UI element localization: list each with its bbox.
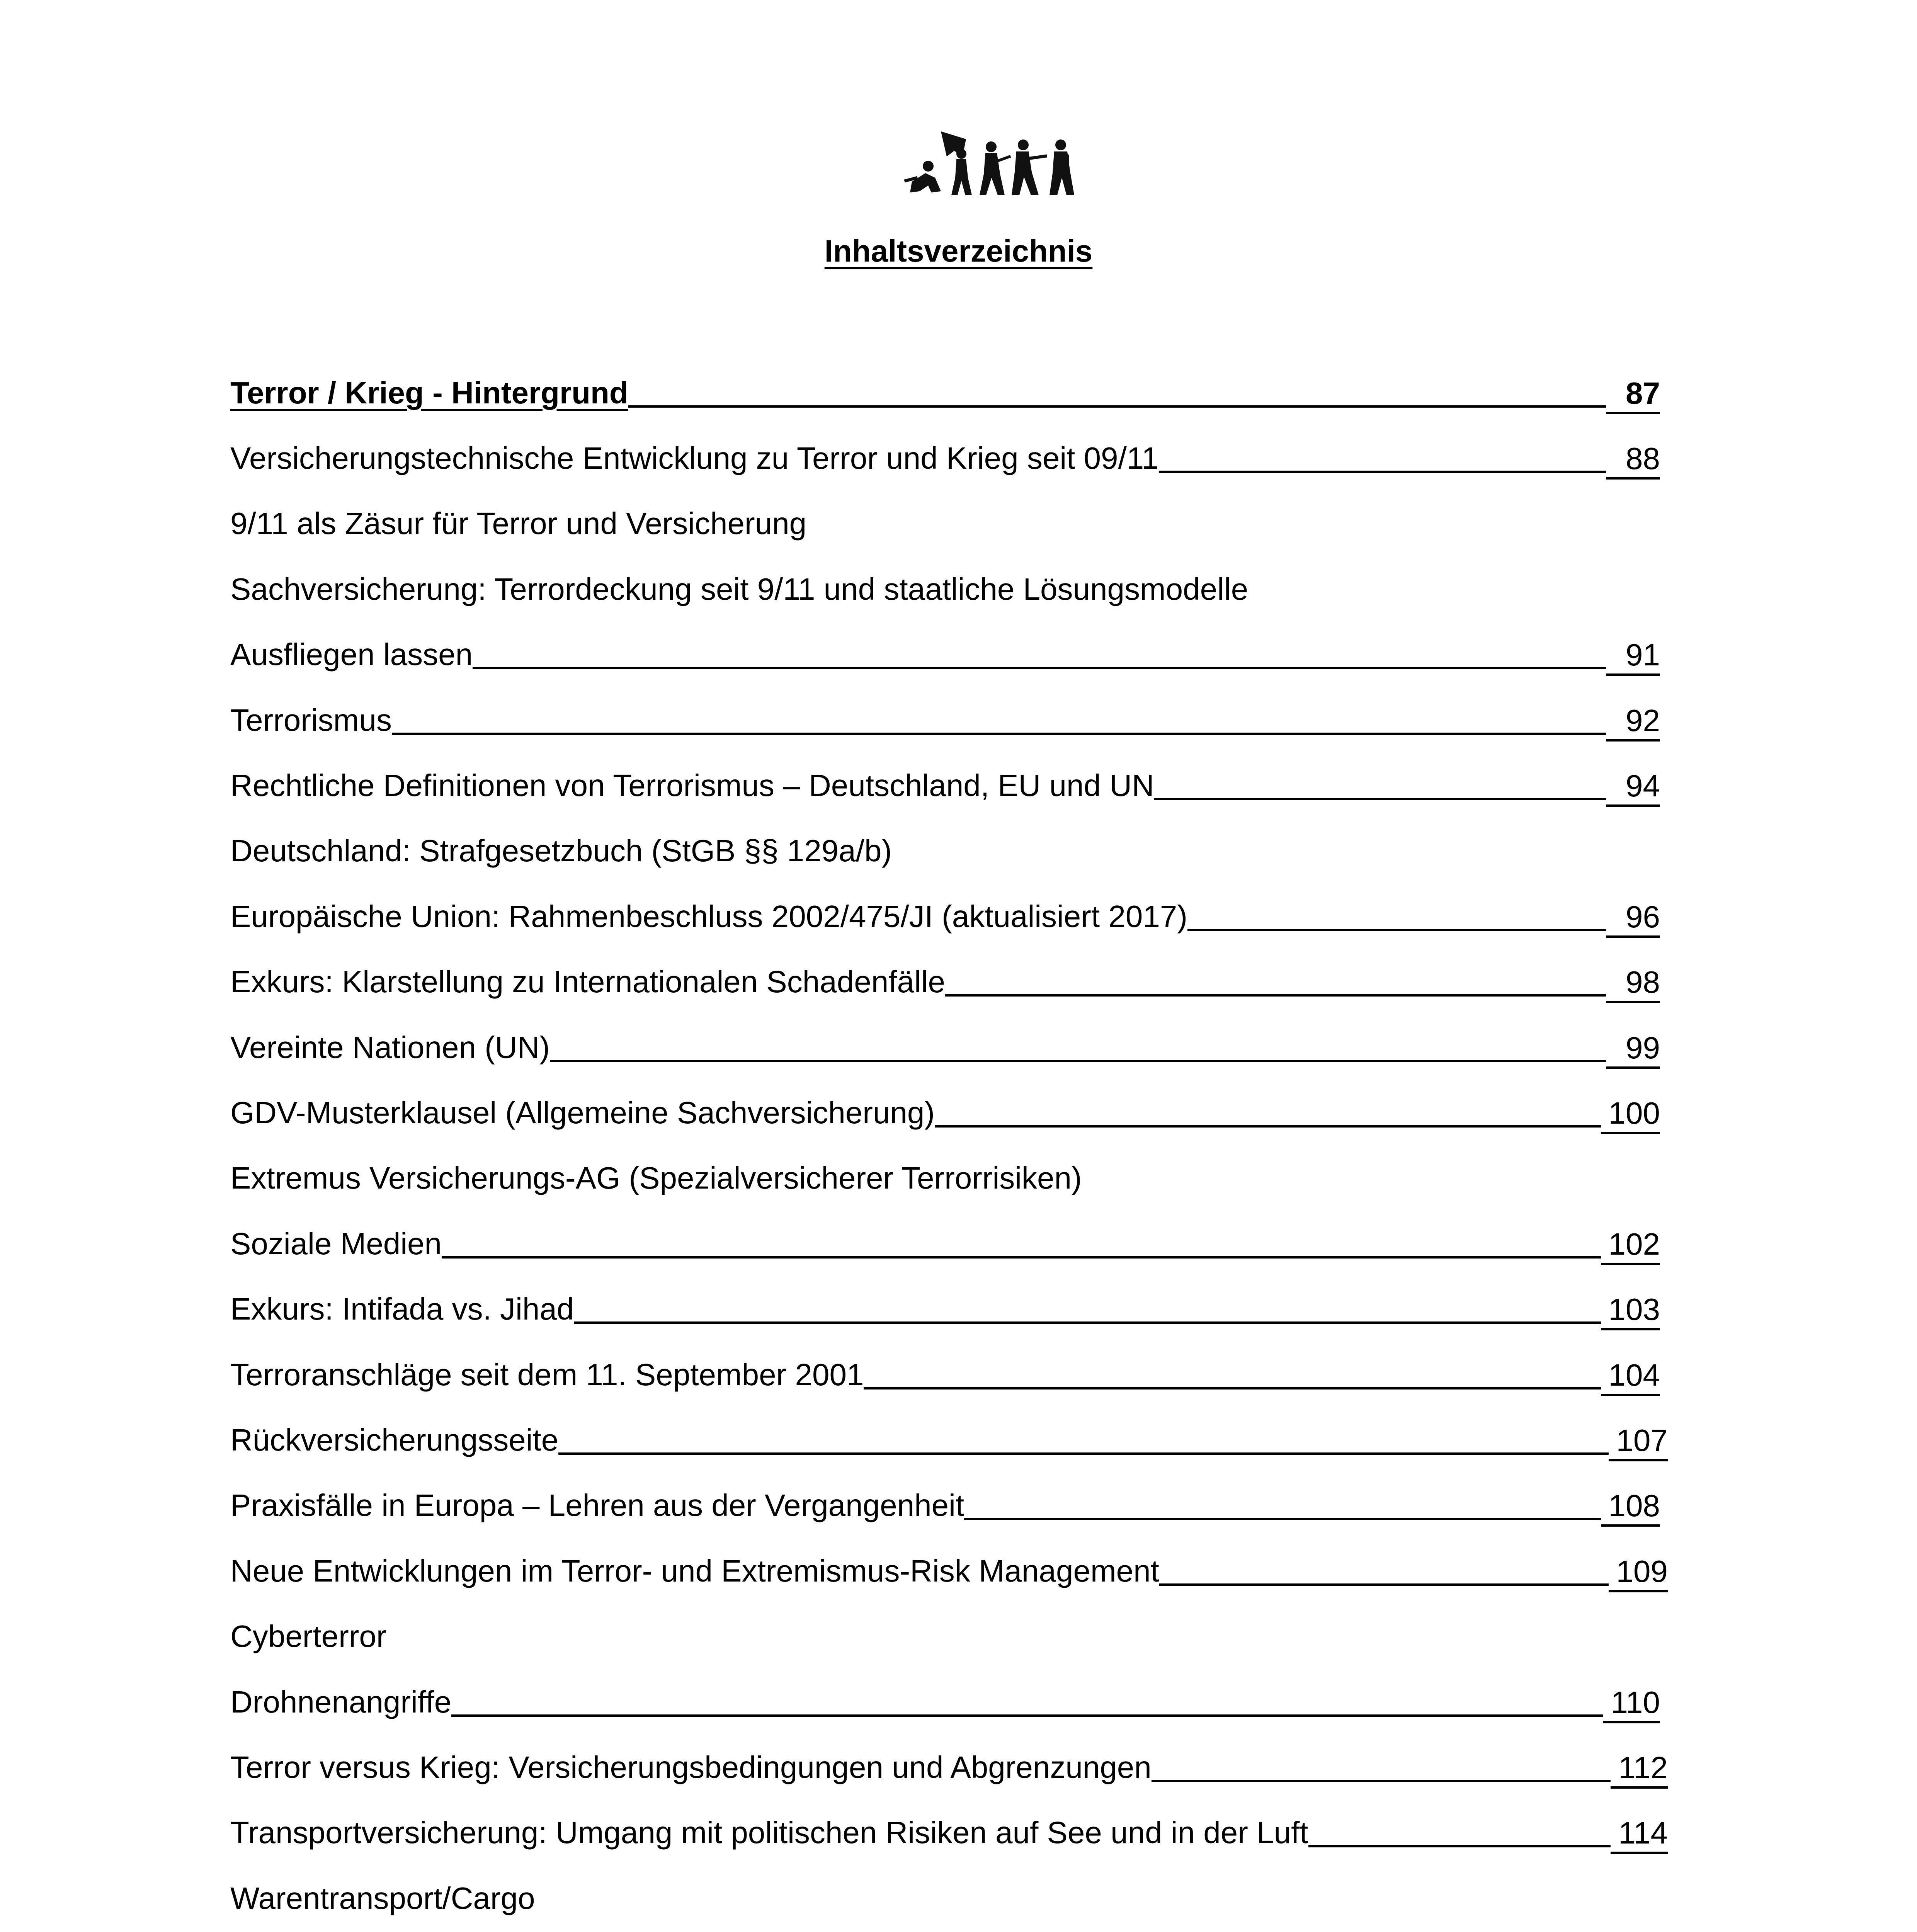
toc-leader-line: [473, 667, 1606, 669]
toc-entry[interactable]: [230, 949, 1660, 1015]
toc-entry-page: 92: [1606, 702, 1660, 742]
toc-entry-label: Terror versus Krieg: Versicherungsbedingungen und Abgrenzungen: [230, 1750, 1152, 1784]
toc-entry-page: 108: [1601, 1487, 1660, 1527]
toc-entry[interactable]: [230, 1866, 1660, 1931]
toc-leader-line: [1152, 1780, 1611, 1782]
toc-leader-line: [1159, 1583, 1609, 1586]
toc-entry-label: Warentransport/Cargo: [230, 1881, 535, 1915]
toc-entry[interactable]: [230, 425, 1660, 491]
toc-entry[interactable]: [230, 1735, 1668, 1800]
toc-entry-label: Terror / Krieg - Hintergrund: [230, 375, 628, 410]
toc-leader-line: [550, 1060, 1606, 1062]
toc-leader-line: [628, 405, 1606, 408]
toc-entry-page: 99: [1606, 1029, 1660, 1069]
toc-entry-label: Extremus Versicherungs-AG (Spezialversicherer Terrorrisiken): [230, 1161, 1082, 1196]
toc-entry-label: Praxisfälle in Europa – Lehren aus der Vergangenheit: [230, 1488, 964, 1523]
toc-entry[interactable]: [230, 818, 1660, 884]
toc-leader-line: [442, 1256, 1601, 1259]
toc-entry[interactable]: [230, 1015, 1660, 1080]
toc-entry[interactable]: [230, 1080, 1660, 1145]
toc-entry-page: 112: [1611, 1749, 1668, 1789]
toc-entry-label: 9/11 als Zäsur für Terror und Versicherung: [230, 506, 807, 541]
toc-entry-label: Exkurs: Klarstellung zu Internationalen Schadenfälle: [230, 964, 945, 999]
toc-entry[interactable]: [230, 1538, 1668, 1604]
table-of-contents: [230, 360, 1668, 1932]
toc-entry-label: Vereinte Nationen (UN): [230, 1030, 550, 1065]
toc-entry[interactable]: [230, 622, 1660, 687]
toc-entry-label: GDV-Musterklausel (Allgemeine Sachversicherung): [230, 1095, 935, 1130]
toc-leader-line: [558, 1452, 1608, 1455]
toc-entry[interactable]: [230, 556, 1660, 622]
toc-entry[interactable]: [230, 1800, 1668, 1866]
toc-entry-label: Sachversicherung: Terrordeckung seit 9/11 und staatliche Lösungsmodelle: [230, 571, 1249, 606]
toc-entry-label: Terroranschläge seit dem 11. September 2001: [230, 1357, 864, 1392]
toc-entry[interactable]: [230, 884, 1660, 949]
toc-leader-line: [1154, 798, 1606, 800]
toc-entry[interactable]: [230, 1276, 1660, 1342]
toc-entry-label: Transportversicherung: Umgang mit politischen Risiken auf See und in der Luft: [230, 1815, 1308, 1850]
toc-entry[interactable]: [230, 1407, 1668, 1473]
toc-entry-label: Soziale Medien: [230, 1226, 442, 1261]
toc-entry-label: Cyberterror: [230, 1619, 387, 1654]
toc-entry[interactable]: [230, 1473, 1660, 1538]
toc-entry-page: 102: [1601, 1226, 1660, 1265]
toc-leader-line: [1187, 929, 1606, 931]
toc-entry-label: Terrorismus: [230, 702, 392, 737]
toc-entry-page: 110: [1603, 1684, 1660, 1723]
toc-leader-line: [451, 1714, 1603, 1717]
toc-entry-page: 104: [1601, 1357, 1660, 1396]
toc-entry[interactable]: [230, 1146, 1660, 1211]
toc-entry-page: 100: [1601, 1095, 1660, 1134]
toc-entry-page: 87: [1606, 375, 1660, 414]
toc-leader-line: [1308, 1845, 1611, 1847]
toc-entry[interactable]: [230, 360, 1660, 425]
toc-entry-page: 103: [1601, 1291, 1660, 1330]
toc-leader-line: [864, 1387, 1601, 1389]
toc-entry-label: Exkurs: Intifada vs. Jihad: [230, 1292, 574, 1327]
toc-entry[interactable]: [230, 1604, 1660, 1669]
toc-entry[interactable]: [230, 1211, 1660, 1276]
toc-entry[interactable]: [230, 1342, 1660, 1407]
toc-entry-label: Europäische Union: Rahmenbeschluss 2002/475/JI (aktualisiert 2017): [230, 899, 1187, 934]
toc-entry-label: Deutschland: Strafgesetzbuch (StGB §§ 129a/b): [230, 833, 892, 868]
toc-entry-page: 96: [1606, 898, 1660, 938]
toc-entry-page: 98: [1606, 964, 1660, 1003]
toc-title: Inhaltsverzeichnis: [824, 234, 1093, 268]
toc-entry-page: 88: [1606, 440, 1660, 480]
toc-entry-label: Rückversicherungsseite: [230, 1422, 559, 1457]
toc-leader-line: [392, 733, 1606, 735]
toc-entry-page: 91: [1606, 636, 1660, 676]
toc-leader-line: [1159, 471, 1606, 473]
toc-entry-label: Rechtliche Definitionen von Terrorismus – Deutschland, EU und UN: [230, 768, 1154, 803]
toc-entry-page: 114: [1611, 1815, 1668, 1854]
toc-entry[interactable]: [230, 1669, 1660, 1735]
toc-leader-line: [574, 1321, 1601, 1324]
toc-entry-label: Neue Entwicklungen im Terror- und Extremismus-Risk Management: [230, 1553, 1159, 1588]
toc-leader-line: [935, 1125, 1601, 1128]
toc-entry-page: 109: [1609, 1553, 1668, 1592]
toc-leader-line: [945, 994, 1606, 997]
toc-entry[interactable]: [230, 491, 1660, 556]
toc-entry-label: Versicherungstechnische Entwicklung zu Terror und Krieg seit 09/11: [230, 441, 1159, 476]
toc-entry[interactable]: [230, 753, 1660, 818]
toc-entry-page: 94: [1606, 767, 1660, 807]
toc-leader-line: [964, 1518, 1601, 1520]
toc-entry-label: Drohnenangriffe: [230, 1684, 452, 1719]
toc-entry[interactable]: [230, 687, 1660, 753]
toc-entry-page: 107: [1609, 1422, 1668, 1461]
toc-entry-label: Ausfliegen lassen: [230, 637, 473, 672]
soldiers-silhouette-icon: [904, 124, 1082, 201]
